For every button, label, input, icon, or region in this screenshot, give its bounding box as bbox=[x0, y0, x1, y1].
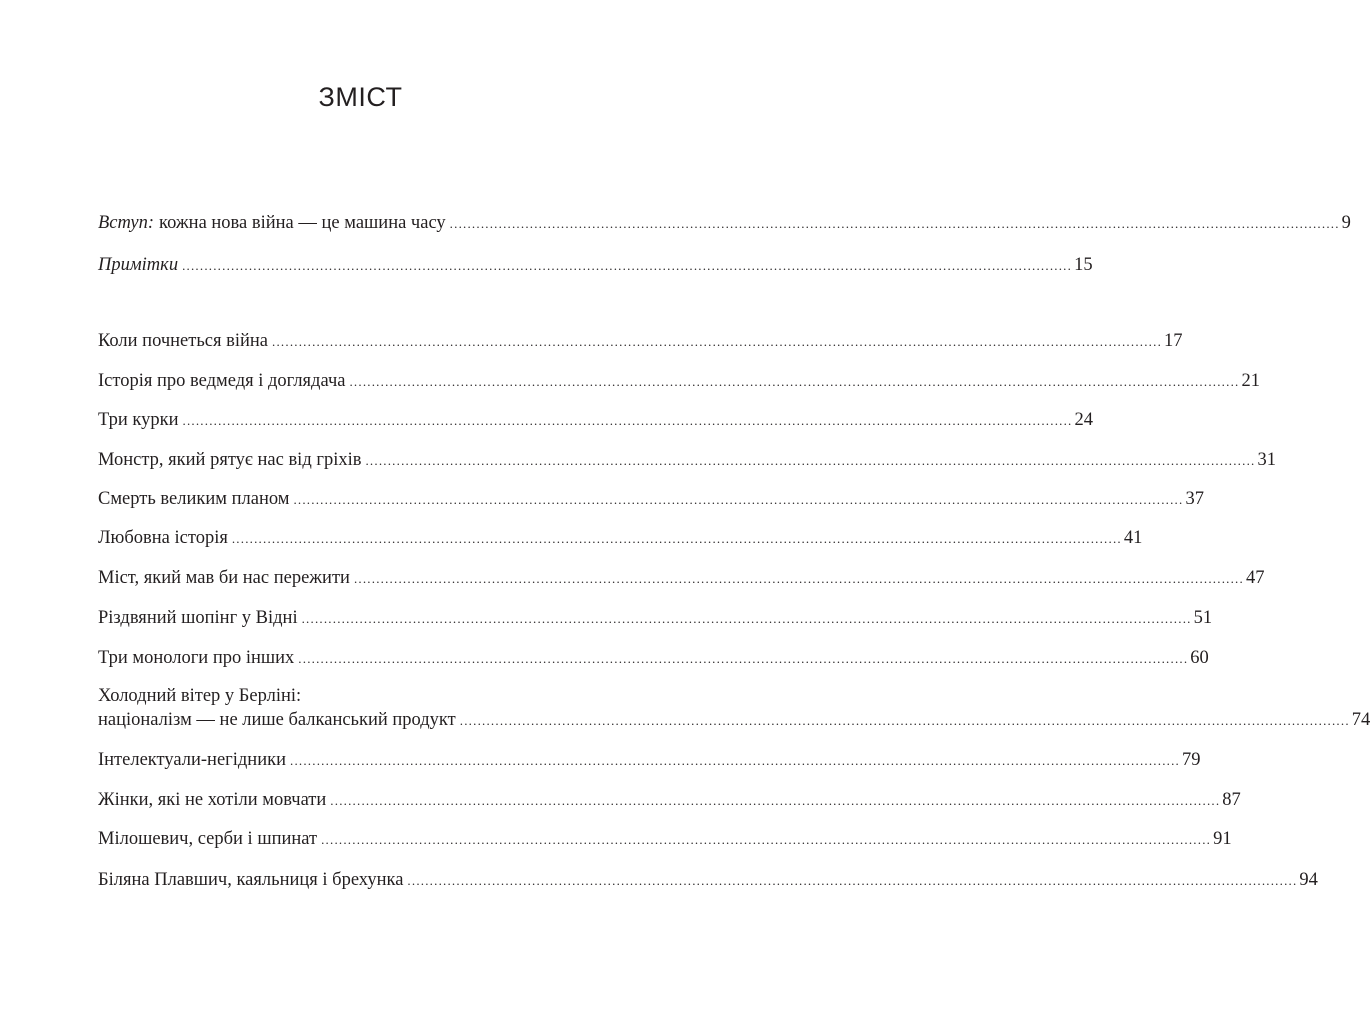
leader-dots: ........................................................................................................................................................................................................ bbox=[459, 713, 1350, 728]
leader-dots: ........................................................................................................................................................................................................ bbox=[365, 453, 1256, 468]
toc-entry-page: 41 bbox=[1123, 528, 1143, 548]
toc-entry-label: Історія про ведмедя і доглядача bbox=[98, 371, 346, 391]
toc-entry-page: 91 bbox=[1213, 829, 1232, 849]
toc-entry bbox=[98, 369, 1260, 394]
toc-entry-page: 31 bbox=[1257, 450, 1276, 470]
toc-entry-page: 17 bbox=[1164, 331, 1183, 351]
toc-entry-label: Міст, який мав би нас пережити bbox=[98, 568, 350, 588]
leader-dots: ........................................................................................................................................................................................................ bbox=[182, 413, 1073, 428]
toc-entry-label: Любовна історія bbox=[98, 528, 228, 548]
toc-entry bbox=[98, 748, 1201, 773]
leader-dots: ........................................................................................................................................................................................................ bbox=[407, 873, 1298, 888]
leader-dots: ........................................................................................................................................................................................................ bbox=[449, 216, 1340, 231]
toc-entry bbox=[98, 788, 1241, 813]
toc-entry-label: Смерть великим планом bbox=[98, 489, 290, 509]
leader-dots: ........................................................................................................................................................................................................ bbox=[301, 611, 1192, 626]
toc-entry-page: 9 bbox=[1341, 213, 1351, 233]
toc-entry-label-italic: Примітки bbox=[98, 255, 179, 275]
leader-dots: ........................................................................................................................................................................................................ bbox=[330, 793, 1221, 808]
leader-dots: ........................................................................................................................................................................................................ bbox=[290, 753, 1180, 768]
toc-entry-label: Біляна Плавшич, каяльниця і брехунка bbox=[98, 870, 404, 890]
toc-entry-page: 60 bbox=[1190, 648, 1209, 668]
toc-entry bbox=[98, 566, 1265, 591]
toc-entry bbox=[98, 646, 1209, 671]
toc-entry-page: 37 bbox=[1185, 489, 1204, 509]
toc-entry-page: 94 bbox=[1299, 870, 1318, 890]
leader-dots: ........................................................................................................................................................................................................ bbox=[298, 651, 1189, 666]
toc-entry-page: 47 bbox=[1245, 568, 1265, 588]
page-title: ЗМІСТ bbox=[318, 82, 403, 112]
toc-entry-label: націоналізм — не лише балканський продукт bbox=[98, 710, 456, 730]
toc-entry-page: 51 bbox=[1193, 608, 1213, 628]
toc-entry bbox=[98, 448, 1276, 473]
toc-entry-label: Жінки, які не хотіли мовчати bbox=[98, 790, 327, 810]
leader-dots: ........................................................................................................................................................................................................ bbox=[349, 374, 1240, 389]
toc-entry-notes bbox=[98, 253, 1093, 278]
leader-dots: ........................................................................................................................................................................................................ bbox=[321, 832, 1212, 847]
toc-entry-page: 15 bbox=[1074, 255, 1093, 275]
toc-entry bbox=[98, 606, 1213, 631]
toc-entry-page: 87 bbox=[1222, 790, 1241, 810]
toc-entry-label: Три курки bbox=[98, 410, 179, 430]
toc-entry-label: Монстр, який рятує нас від гріхів bbox=[98, 450, 362, 470]
toc-entry-label: кожна нова війна — це машина часу bbox=[159, 213, 446, 233]
toc-entry bbox=[98, 487, 1204, 512]
leader-dots: ........................................................................................................................................................................................................ bbox=[293, 492, 1184, 507]
toc-entry-label-line1: Холодний вітер у Берліні: bbox=[98, 686, 302, 706]
toc-entry-page: 74 bbox=[1351, 710, 1370, 730]
toc-entry bbox=[98, 827, 1232, 852]
toc-entry-page: 79 bbox=[1182, 750, 1201, 770]
toc-entry bbox=[98, 526, 1143, 551]
toc-entry bbox=[98, 329, 1183, 354]
leader-dots: ........................................................................................................................................................................................................ bbox=[182, 258, 1073, 273]
toc-entry-label: Різдвяний шопінг у Відні bbox=[98, 608, 298, 628]
toc-entry-label-italic: Вступ: bbox=[98, 213, 155, 233]
leader-dots: ........................................................................................................................................................................................................ bbox=[272, 334, 1163, 349]
leader-dots: ........................................................................................................................................................................................................ bbox=[353, 571, 1244, 586]
toc-entry-label: Інтелектуали-негідники bbox=[98, 750, 286, 770]
toc-entry-two-line bbox=[98, 684, 1370, 733]
toc-entry-label: Три монологи про інших bbox=[98, 648, 295, 668]
leader-dots: ........................................................................................................................................................................................................ bbox=[231, 531, 1122, 546]
toc-entry-intro bbox=[98, 211, 1351, 236]
toc-entry bbox=[98, 408, 1093, 433]
toc-entry-page: 21 bbox=[1241, 371, 1260, 391]
toc-entry bbox=[98, 868, 1318, 893]
toc-entry-label: Мілошевич, серби і шпинат bbox=[98, 829, 318, 849]
toc-entry-page: 24 bbox=[1074, 410, 1093, 430]
toc-entry-label: Коли почнеться війна bbox=[98, 331, 269, 351]
